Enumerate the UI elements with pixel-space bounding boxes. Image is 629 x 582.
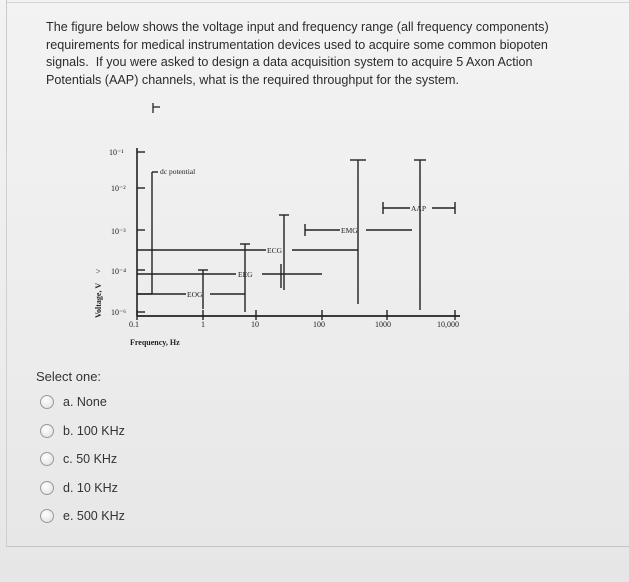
select-one-label: Select one: <box>36 369 102 384</box>
option-e[interactable] <box>40 506 125 526</box>
y-tick-label-4: 10⁻⁶ <box>111 308 127 317</box>
eeg-label: EEG <box>238 270 253 279</box>
eog-label: EOG <box>187 290 203 299</box>
emg-range <box>305 160 412 304</box>
radio-b[interactable] <box>40 424 54 438</box>
y-tick-label-3: 10⁻⁴ <box>111 267 127 276</box>
dc-potential-label: dc potential <box>160 167 196 176</box>
x-tick-label-5: 10,000 <box>437 320 459 329</box>
frame-bottom-border <box>6 546 629 547</box>
x-tick-label-0: 0.1 <box>129 320 139 329</box>
frame-left-border-lower <box>6 150 7 547</box>
x-tick-label-2: 10 <box>251 320 259 329</box>
frame-top-border <box>6 2 629 3</box>
x-tick-label-4: 1000 <box>375 320 391 329</box>
ecg-label: ECG <box>267 246 282 255</box>
figure-top-mark <box>153 103 160 113</box>
frame-left-border <box>6 0 7 150</box>
option-a[interactable] <box>40 392 107 412</box>
y-tick-marks <box>137 152 145 312</box>
option-b-text: b. 100 KHz <box>63 424 125 438</box>
x-tick-marks <box>137 310 455 320</box>
dc-potential-range <box>137 172 158 294</box>
option-d[interactable] <box>40 478 118 498</box>
y-tick-label-0: 10⁻¹ <box>109 148 124 157</box>
y-tick-label-1: 10⁻² <box>111 184 126 193</box>
question-text: The figure below shows the voltage input and frequency range (all frequency components) requirements for medical instrumentation devices used to acquire some common biopoten signals. If you were asked to design a data acquisition system to acquire 5 Axon Action Potentials (AAP) channels, what is the required throughput for the system. <box>46 20 549 87</box>
radio-c[interactable] <box>40 452 54 466</box>
option-c-text: c. 50 KHz <box>63 452 118 466</box>
option-b[interactable] <box>40 421 125 441</box>
x-tick-label-3: 100 <box>313 320 325 329</box>
radio-d[interactable] <box>40 481 54 495</box>
option-c[interactable] <box>40 449 117 469</box>
x-tick-label-1: 1 <box>201 320 205 329</box>
emg-label: EMG <box>341 226 358 235</box>
x-axis-label: Frequency, Hz <box>130 338 180 347</box>
eeg-range <box>137 244 322 312</box>
arrow-marker: > <box>96 267 101 276</box>
option-d-text: d. 10 KHz <box>63 481 118 495</box>
aap-label: AAP <box>411 204 427 213</box>
y-tick-label-2: 10⁻³ <box>111 227 126 236</box>
aap-range <box>383 160 455 310</box>
radio-a[interactable] <box>40 395 54 409</box>
radio-e[interactable] <box>40 509 54 523</box>
option-e-text: e. 500 KHz <box>63 509 125 523</box>
option-a-text: a. None <box>63 395 107 409</box>
y-axis-label: Voltage, V <box>94 282 103 318</box>
